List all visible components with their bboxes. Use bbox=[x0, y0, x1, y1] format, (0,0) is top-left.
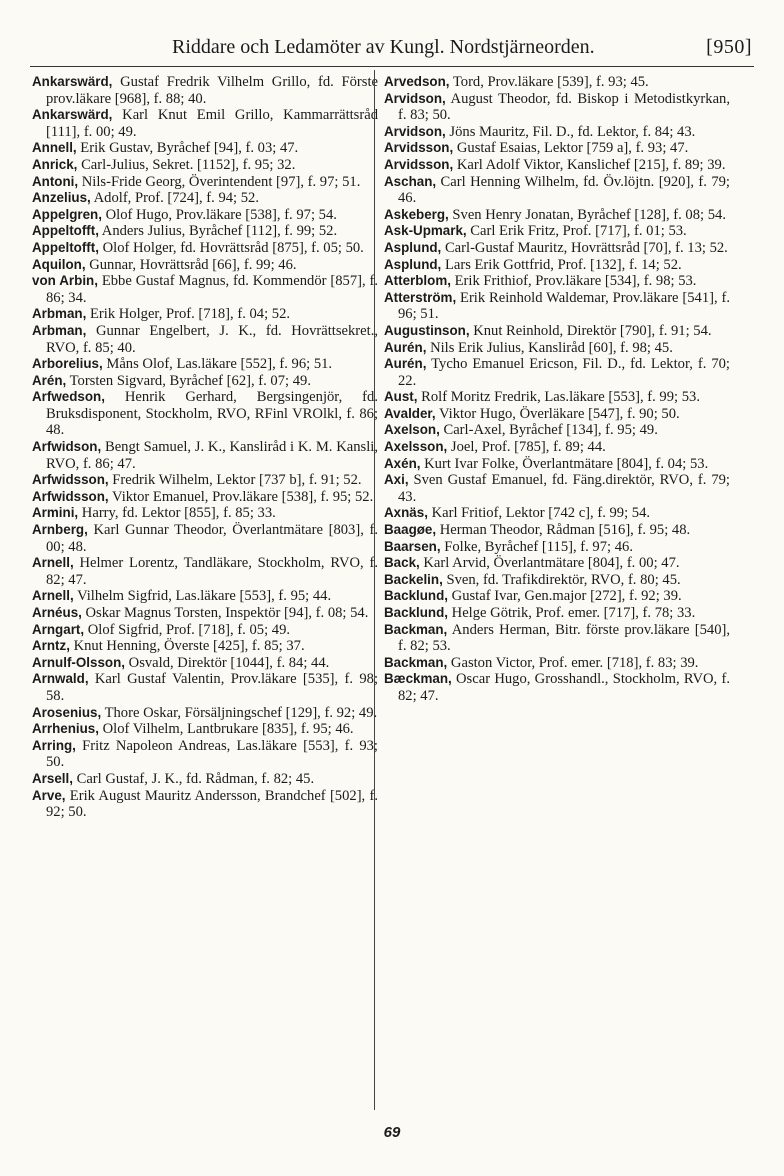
entry-name: Arnwald, bbox=[32, 671, 89, 687]
entry-name: Atterblom, bbox=[384, 273, 451, 289]
register-entry bbox=[384, 555, 730, 572]
entry-details: Folke, Byråchef [115], f. 97; 46. bbox=[444, 538, 633, 555]
entry-name: Axelson, bbox=[384, 422, 440, 438]
entry-name: Appeltofft, bbox=[32, 239, 99, 255]
entry-details: Oscar Hugo, Grosshandl., Stockholm, RVO, f. 82; 47. bbox=[398, 671, 730, 704]
entry-details: Joel, Prof. [785], f. 89; 44. bbox=[450, 439, 606, 456]
entry-details: Adolf, Prof. [724], f. 94; 52. bbox=[93, 190, 260, 207]
entry-name: Axelsson, bbox=[384, 439, 448, 455]
entry-details: Karl Arvid, Överlantmätare [804], f. 00; 47. bbox=[423, 555, 680, 572]
entry-name: Arrhenius, bbox=[32, 721, 99, 737]
register-entry bbox=[32, 638, 378, 655]
entry-name: Arnell, bbox=[32, 588, 74, 604]
entry-name: Ankarswärd, bbox=[32, 107, 113, 123]
register-entry bbox=[384, 356, 730, 389]
register-entry bbox=[32, 373, 378, 390]
entry-name: Augustinson, bbox=[384, 322, 470, 338]
entry-details: Tycho Emanuel Ericson, Fil. D., fd. Lektor, f. 70; 22. bbox=[398, 356, 730, 389]
register-entry bbox=[384, 539, 730, 556]
entry-details: Viktor Hugo, Överläkare [547], f. 90; 50. bbox=[439, 405, 680, 422]
entry-name: Aurén, bbox=[384, 356, 427, 372]
register-entry bbox=[384, 671, 730, 704]
entry-name: Arnberg, bbox=[32, 522, 88, 538]
entry-name: Arvedson, bbox=[384, 74, 450, 89]
register-entry bbox=[384, 91, 730, 124]
entry-name: Aurén, bbox=[384, 339, 427, 355]
entry-name: Baarsen, bbox=[384, 538, 441, 554]
register-entry bbox=[32, 257, 378, 274]
register-entry bbox=[384, 622, 730, 655]
entry-details: Sven, fd. Trafikdirektör, RVO, f. 80; 45. bbox=[446, 571, 681, 588]
entry-details: Henrik Gerhard, Bergsingenjör, fd. Bruksdisponent, Stockholm, RVO, RFinl VROlkl, f. 86; 48. bbox=[46, 389, 378, 439]
register-entry bbox=[384, 588, 730, 605]
entry-name: Ankarswärd, bbox=[32, 74, 113, 89]
page-header bbox=[32, 30, 754, 64]
register-entry bbox=[32, 705, 378, 722]
register-entry bbox=[384, 174, 730, 207]
entry-name: Backlund, bbox=[384, 588, 448, 604]
entry-details: Erik Holger, Prof. [718], f. 04; 52. bbox=[89, 306, 291, 323]
entry-name: Ask-Upmark, bbox=[384, 223, 467, 239]
entry-name: Arsell, bbox=[32, 770, 73, 786]
entry-details: Knut Reinhold, Direktör [790], f. 91; 54. bbox=[473, 322, 712, 339]
page-footer-number: 69 bbox=[383, 1124, 401, 1141]
entry-details: Karl Gustaf Valentin, Prov.läkare [535], f. 98; 58. bbox=[46, 671, 378, 704]
entry-name: Atterström, bbox=[384, 289, 457, 305]
register-entry bbox=[32, 555, 378, 588]
entry-name: Axén, bbox=[384, 455, 421, 471]
entry-details: Harry, fd. Lektor [855], f. 85; 33. bbox=[81, 505, 276, 522]
entry-name: Arvidson, bbox=[384, 123, 446, 139]
entry-name: Arnéus, bbox=[32, 605, 82, 620]
entry-details: Anders Herman, Bitr. förste prov.läkare [540], f. 82; 53. bbox=[398, 621, 731, 655]
entry-details: Kurt Ivar Folke, Överlantmätare [804], f. 04; 53. bbox=[424, 455, 709, 472]
entry-details: Måns Olof, Las.läkare [552], f. 96; 51. bbox=[106, 356, 333, 373]
register-entry bbox=[32, 671, 378, 704]
register-entry bbox=[384, 472, 730, 505]
entry-name: Arnulf-Olsson, bbox=[32, 654, 125, 670]
register-entry bbox=[32, 306, 378, 323]
entry-details: Gaston Victor, Prof. emer. [718], f. 83; 39. bbox=[450, 654, 699, 671]
register-entry bbox=[32, 588, 378, 605]
register-entry bbox=[32, 207, 378, 224]
entry-name: Arborelius, bbox=[32, 356, 103, 372]
entry-details: Carl-Gustaf Mauritz, Hovrättsråd [70], f. 13; 52. bbox=[444, 239, 728, 256]
register-entry bbox=[384, 422, 730, 439]
register-entry bbox=[384, 439, 730, 456]
entry-details: Nils-Fride Georg, Överintendent [97], f. 97; 51. bbox=[81, 173, 361, 190]
entry-details: Anders Julius, Byråchef [112], f. 99; 52. bbox=[101, 223, 338, 240]
entry-details: Carl Erik Fritz, Prof. [717], f. 01; 53. bbox=[470, 223, 687, 240]
entry-details: Ebbe Gustaf Magnus, fd. Kommendör [857], f. 86; 34. bbox=[46, 273, 379, 306]
entry-details: Thore Oskar, Försäljningschef [129], f. 92; 49. bbox=[104, 704, 378, 721]
entry-name: Anzelius, bbox=[32, 190, 91, 206]
register-entry bbox=[384, 124, 730, 141]
entry-name: Bæckman, bbox=[384, 671, 452, 687]
entry-details: Viktor Emanuel, Prov.läkare [538], f. 95; 52. bbox=[112, 488, 374, 505]
register-entry bbox=[32, 489, 378, 506]
register-entry bbox=[32, 439, 378, 472]
entry-details: Carl Henning Wilhelm, fd. Öv.löjtn. [920], f. 79; 46. bbox=[398, 173, 730, 207]
entry-name: Anrick, bbox=[32, 156, 78, 172]
entry-details: Oskar Magnus Torsten, Inspektör [94], f. 08; 54. bbox=[85, 605, 369, 621]
entry-name: Antoni, bbox=[32, 173, 79, 189]
entry-details: Gustaf Fredrik Vilhelm Grillo, fd. Förste prov.läkare [968], f. 88; 40. bbox=[46, 74, 378, 107]
register-entry bbox=[32, 157, 378, 174]
entry-details: Carl Gustaf, J. K., fd. Rådman, f. 82; 45. bbox=[76, 770, 315, 787]
entry-name: Arvidsson, bbox=[384, 156, 454, 172]
entry-name: Arring, bbox=[32, 737, 76, 753]
register-entry bbox=[384, 290, 730, 323]
register-entry bbox=[32, 174, 378, 191]
register-entry bbox=[32, 505, 378, 522]
entry-name: Arfwidsson, bbox=[32, 488, 109, 504]
register-entry bbox=[384, 655, 730, 672]
entry-name: Armini, bbox=[32, 505, 79, 521]
entry-name: Annell, bbox=[32, 140, 77, 156]
entry-name: Back, bbox=[384, 555, 420, 571]
register-entry bbox=[384, 157, 730, 174]
entry-name: Arbman, bbox=[32, 322, 87, 338]
entry-details: Olof Vilhelm, Lantbrukare [835], f. 95; 46. bbox=[102, 721, 354, 738]
entry-name: Arbman, bbox=[32, 306, 87, 322]
entry-name: Arngart, bbox=[32, 621, 85, 637]
header-rule bbox=[30, 66, 754, 67]
entry-name: Arvidsson, bbox=[384, 140, 454, 156]
left-column bbox=[32, 74, 378, 821]
entry-name: Appelgren, bbox=[32, 206, 102, 222]
entry-name: Backlund, bbox=[384, 605, 448, 620]
entry-details: Torsten Sigvard, Byråchef [62], f. 07; 49. bbox=[69, 372, 311, 389]
entry-details: Erik Gustav, Byråchef [94], f. 03; 47. bbox=[80, 140, 299, 157]
entry-details: Rolf Moritz Fredrik, Las.läkare [553], f. 99; 53. bbox=[421, 389, 700, 406]
register-entry bbox=[384, 389, 730, 406]
entry-details: Osvald, Direktör [1044], f. 84; 44. bbox=[128, 654, 330, 671]
register-entry bbox=[384, 572, 730, 589]
entry-details: Carl-Julius, Sekret. [1152], f. 95; 32. bbox=[81, 156, 296, 173]
page-number-bracket: [950] bbox=[706, 36, 752, 58]
entry-details: Erik Reinhold Waldemar, Prov.läkare [541], f. 96; 51. bbox=[398, 289, 730, 323]
entry-details: Vilhelm Sigfrid, Las.läkare [553], f. 95; 44. bbox=[77, 588, 332, 605]
entry-details: Erik August Mauritz Andersson, Brandchef [502], f. 92; 50. bbox=[46, 787, 378, 821]
register-entry bbox=[384, 74, 730, 91]
entry-details: Tord, Prov.läkare [539], f. 93; 45. bbox=[452, 74, 649, 90]
register-entry bbox=[384, 140, 730, 157]
register-entry bbox=[384, 340, 730, 357]
register-entry bbox=[32, 356, 378, 373]
register-entry bbox=[32, 190, 378, 207]
entry-name: Arosenius, bbox=[32, 704, 102, 720]
entry-name: Aschan, bbox=[384, 173, 437, 189]
entry-details: Olof Holger, fd. Hovrättsråd [875], f. 05; 50. bbox=[102, 239, 364, 256]
entry-details: Lars Erik Gottfrid, Prof. [132], f. 14; 52. bbox=[444, 256, 682, 273]
entry-name: Aquilon, bbox=[32, 256, 86, 272]
register-entry bbox=[384, 257, 730, 274]
entry-name: Baagøe, bbox=[384, 522, 437, 538]
column-divider bbox=[374, 70, 375, 1110]
register-entry bbox=[32, 721, 378, 738]
entry-details: Olof Sigfrid, Prof. [718], f. 05; 49. bbox=[87, 621, 291, 638]
register-entry bbox=[32, 472, 378, 489]
entry-name: Arfwidsson, bbox=[32, 472, 109, 488]
entry-details: August Theodor, fd. Biskop i Metodistkyrkan, f. 83; 50. bbox=[398, 90, 731, 124]
register-entry bbox=[384, 505, 730, 522]
register-entry bbox=[384, 207, 730, 224]
entry-name: Aust, bbox=[384, 389, 418, 405]
entry-details: Gunnar, Hovrättsråd [66], f. 99; 46. bbox=[89, 256, 297, 273]
entry-name: Arve, bbox=[32, 787, 66, 803]
entry-details: Sven Henry Jonatan, Byråchef [128], f. 08; 54. bbox=[452, 206, 726, 223]
entry-details: Karl Knut Emil Grillo, Kammarrättsråd [111], f. 00; 49. bbox=[46, 107, 378, 140]
entry-name: Arvidson, bbox=[384, 90, 446, 106]
entry-details: Helmer Lorentz, Tandläkare, Stockholm, RVO, f. 82; 47. bbox=[46, 555, 378, 588]
register-entry bbox=[32, 273, 378, 306]
entry-name: Avalder, bbox=[384, 405, 436, 421]
register-entry bbox=[32, 389, 378, 439]
entry-name: Arén, bbox=[32, 372, 67, 388]
register-entry bbox=[32, 140, 378, 157]
right-column bbox=[384, 74, 730, 705]
entry-name: Backman, bbox=[384, 654, 448, 670]
entry-name: Askeberg, bbox=[384, 206, 449, 222]
entry-details: Gustaf Ivar, Gen.major [272], f. 92; 39. bbox=[451, 588, 682, 605]
entry-details: Karl Adolf Viktor, Kanslichef [215], f. 89; 39. bbox=[456, 156, 726, 173]
register-entry bbox=[32, 74, 378, 107]
entry-details: Karl Gunnar Theodor, Överlantmätare [803], f. 00; 48. bbox=[46, 522, 378, 555]
register-entry bbox=[384, 406, 730, 423]
register-entry bbox=[32, 622, 378, 639]
entry-name: Axi, bbox=[384, 472, 409, 488]
entry-details: Knut Henning, Överste [425], f. 85; 37. bbox=[73, 638, 305, 655]
register-entry bbox=[32, 107, 378, 140]
register-entry bbox=[384, 323, 730, 340]
entry-name: von Arbin, bbox=[32, 273, 98, 289]
register-entry bbox=[32, 738, 378, 771]
entry-name: Asplund, bbox=[384, 239, 442, 255]
register-entry bbox=[384, 522, 730, 539]
entry-name: Arntz, bbox=[32, 638, 70, 654]
entry-details: Helge Götrik, Prof. emer. [717], f. 78; 33. bbox=[451, 605, 696, 621]
entry-details: Fritz Napoleon Andreas, Las.läkare [553], f. 93; 50. bbox=[46, 737, 378, 771]
register-entry bbox=[384, 605, 730, 622]
entry-details: Jöns Mauritz, Fil. D., fd. Lektor, f. 84; 43. bbox=[449, 123, 696, 140]
entry-name: Appeltofft, bbox=[32, 223, 99, 239]
register-entry bbox=[384, 240, 730, 257]
entry-details: Fredrik Wilhelm, Lektor [737 b], f. 91; 52. bbox=[112, 472, 362, 489]
register-entry bbox=[384, 223, 730, 240]
entry-details: Gustaf Esaias, Lektor [759 a], f. 93; 47. bbox=[456, 140, 689, 157]
entry-details: Olof Hugo, Prov.läkare [538], f. 97; 54. bbox=[105, 206, 337, 223]
register-entry bbox=[32, 522, 378, 555]
entry-details: Herman Theodor, Rådman [516], f. 95; 48. bbox=[439, 522, 691, 539]
register-entry bbox=[384, 456, 730, 473]
entry-details: Karl Fritiof, Lektor [742 c], f. 99; 54. bbox=[431, 505, 651, 522]
register-entry bbox=[32, 655, 378, 672]
entry-name: Arfwedson, bbox=[32, 389, 105, 405]
entry-name: Backelin, bbox=[384, 571, 443, 587]
register-entry bbox=[32, 223, 378, 240]
page-title: Riddare och Ledamöter av Kungl. Nordstjärneorden. bbox=[172, 36, 595, 58]
entry-name: Asplund, bbox=[384, 256, 442, 272]
entry-name: Arnell, bbox=[32, 555, 74, 571]
register-entry bbox=[384, 273, 730, 290]
entry-details: Gunnar Engelbert, J. K., fd. Hovrättsekret., RVO, f. 85; 40. bbox=[46, 322, 378, 356]
entry-details: Bengt Samuel, J. K., Kansliråd i K. M. Kansli, RVO, f. 86; 47. bbox=[46, 439, 378, 472]
register-entry bbox=[32, 788, 378, 821]
entry-name: Axnäs, bbox=[384, 505, 428, 521]
register-entry bbox=[32, 240, 378, 257]
entry-details: Erik Frithiof, Prov.läkare [534], f. 98; 53. bbox=[454, 273, 697, 290]
entry-name: Backman, bbox=[384, 621, 448, 637]
register-entry bbox=[32, 323, 378, 356]
entry-details: Carl-Axel, Byråchef [134], f. 95; 49. bbox=[443, 422, 658, 439]
entry-name: Arfwidson, bbox=[32, 439, 102, 455]
entry-details: Nils Erik Julius, Kansliråd [60], f. 98; 45. bbox=[430, 339, 673, 356]
register-entry bbox=[32, 771, 378, 788]
register-entry bbox=[32, 605, 378, 622]
entry-details: Sven Gustaf Emanuel, fd. Fäng.direktör, RVO, f. 79; 43. bbox=[398, 472, 730, 505]
